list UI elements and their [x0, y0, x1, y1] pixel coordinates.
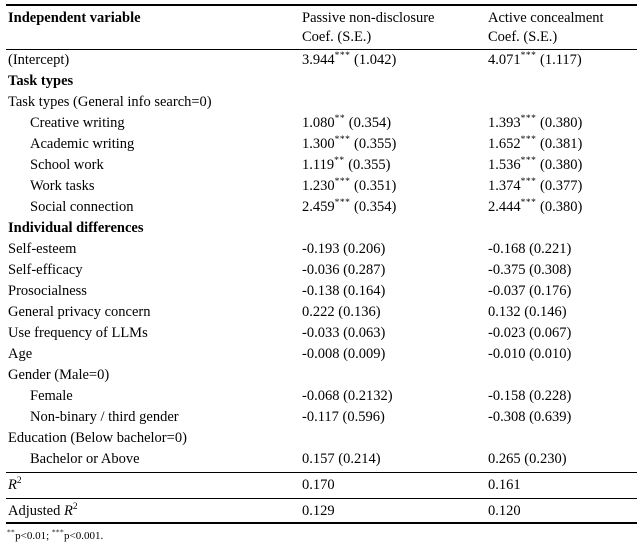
header-col2-line2: Coef. (S.E.) — [302, 29, 372, 45]
active-concealment-cell — [488, 428, 635, 449]
r-squared-symbol: R — [63, 503, 73, 520]
section-rule — [6, 498, 637, 499]
active-concealment-cell: -0.010 (0.010) — [488, 346, 572, 363]
active-concealment-cell: 0.161 — [488, 477, 521, 494]
row-label: Non-binary / third gender — [30, 409, 179, 426]
passive-nondisclosure-cell: -0.036 (0.287) — [302, 262, 386, 279]
row-label: Female — [30, 388, 73, 405]
row-label: Social connection — [30, 199, 134, 216]
header-active-concealment — [488, 9, 635, 47]
passive-nondisclosure-cell — [302, 71, 488, 92]
active-concealment-cell: 1.536*** (0.380) — [488, 156, 583, 174]
row-label: Education (Below bachelor=0) — [8, 430, 187, 447]
active-concealment-cell: 2.444*** (0.380) — [488, 198, 583, 216]
table-row — [6, 344, 637, 365]
passive-nondisclosure-cell: 0.157 (0.214) — [302, 451, 381, 468]
table-row — [6, 407, 637, 428]
row-label: $R^2$ — [8, 476, 23, 494]
r-squared-symbol: R — [8, 477, 17, 494]
row-label: Task types (General info search=0) — [8, 94, 212, 111]
passive-nondisclosure-cell: 1.300*** (0.355) — [302, 135, 397, 153]
table-row — [6, 365, 637, 386]
table-row — [6, 323, 637, 344]
table-row — [6, 281, 637, 302]
row-label: Self-efficacy — [8, 262, 83, 279]
active-concealment-cell: -0.168 (0.221) — [488, 241, 572, 258]
table-row — [6, 155, 637, 176]
active-concealment-cell: -0.037 (0.176) — [488, 283, 572, 300]
header-col3-line2: Coef. (S.E.) — [488, 29, 558, 45]
header-passive-nondisclosure — [302, 9, 488, 47]
active-concealment-cell: 1.652*** (0.381) — [488, 135, 583, 153]
table-row — [6, 50, 637, 71]
table-row — [6, 239, 637, 260]
active-concealment-cell: 4.071*** (1.117) — [488, 51, 582, 69]
passive-nondisclosure-cell: -0.117 (0.596) — [302, 409, 385, 426]
row-label: Individual differences — [8, 220, 144, 237]
passive-nondisclosure-cell: 1.230*** (0.351) — [302, 177, 397, 195]
active-concealment-cell — [488, 71, 635, 92]
passive-nondisclosure-cell — [302, 92, 488, 113]
row-label: Prosocialness — [8, 283, 87, 300]
active-concealment-cell — [488, 365, 635, 386]
active-concealment-cell — [488, 218, 635, 239]
table-row — [6, 218, 637, 239]
row-label: Task types — [8, 73, 74, 90]
active-concealment-cell: 1.374*** (0.377) — [488, 177, 583, 195]
active-concealment-cell: 0.120 — [488, 503, 521, 520]
bottom-rule — [6, 522, 637, 524]
row-label: Gender (Male=0) — [8, 367, 110, 384]
active-concealment-cell: -0.375 (0.308) — [488, 262, 572, 279]
passive-nondisclosure-cell: 3.944*** (1.042) — [302, 51, 397, 69]
passive-nondisclosure-cell: 1.080** (0.354) — [302, 114, 392, 132]
passive-nondisclosure-cell: -0.033 (0.063) — [302, 325, 386, 342]
passive-nondisclosure-cell: 1.119** (0.355) — [302, 156, 391, 174]
table-row — [6, 134, 637, 155]
header-col3-line1: Active concealment — [488, 10, 604, 26]
row-label: Academic writing — [30, 136, 135, 153]
passive-nondisclosure-cell: -0.193 (0.206) — [302, 241, 386, 258]
row-label: Work tasks — [30, 178, 95, 195]
row-label: Bachelor or Above — [30, 451, 140, 468]
passive-nondisclosure-cell: 0.129 — [302, 503, 335, 520]
passive-nondisclosure-cell: 0.170 — [302, 477, 335, 494]
table-body — [6, 50, 637, 522]
table-row — [6, 71, 637, 92]
table-row — [6, 449, 637, 470]
active-concealment-cell: -0.158 (0.228) — [488, 388, 572, 405]
section-rule — [6, 472, 637, 473]
active-concealment-cell: -0.308 (0.639) — [488, 409, 572, 426]
passive-nondisclosure-cell — [302, 365, 488, 386]
passive-nondisclosure-cell: -0.008 (0.009) — [302, 346, 386, 363]
passive-nondisclosure-cell: -0.138 (0.164) — [302, 283, 386, 300]
table-row — [6, 428, 637, 449]
active-concealment-cell: 0.132 (0.146) — [488, 304, 567, 321]
row-label: Creative writing — [30, 115, 125, 132]
table-row — [6, 386, 637, 407]
passive-nondisclosure-cell: -0.068 (0.2132) — [302, 388, 393, 405]
table-row — [6, 260, 637, 281]
active-concealment-cell: -0.023 (0.067) — [488, 325, 572, 342]
table-header-row — [6, 6, 637, 49]
header-col2-line1: Passive non-disclosure — [302, 10, 435, 26]
row-label: Self-esteem — [8, 241, 77, 258]
row-label: Adjusted $R^2$ — [8, 502, 79, 520]
significance-footnote: **p<0.01; ***p<0.001. — [7, 527, 104, 543]
passive-nondisclosure-cell: 2.459*** (0.354) — [302, 198, 397, 216]
table-row — [6, 501, 637, 522]
regression-results-table — [6, 4, 637, 543]
table-row — [6, 475, 637, 496]
row-label: General privacy concern — [8, 304, 151, 321]
row-label: Use frequency of LLMs — [8, 325, 148, 342]
table-row — [6, 302, 637, 323]
passive-nondisclosure-cell — [302, 428, 488, 449]
table-row — [6, 113, 637, 134]
header-independent-variable: Independent variable — [8, 10, 141, 26]
active-concealment-cell: 1.393*** (0.380) — [488, 114, 583, 132]
table-row — [6, 176, 637, 197]
passive-nondisclosure-cell — [302, 218, 488, 239]
active-concealment-cell: 0.265 (0.230) — [488, 451, 567, 468]
row-label: (Intercept) — [8, 52, 70, 69]
table-row — [6, 92, 637, 113]
row-label: School work — [30, 157, 104, 174]
passive-nondisclosure-cell: 0.222 (0.136) — [302, 304, 381, 321]
row-label: Age — [8, 346, 33, 363]
active-concealment-cell — [488, 92, 635, 113]
table-row — [6, 197, 637, 218]
